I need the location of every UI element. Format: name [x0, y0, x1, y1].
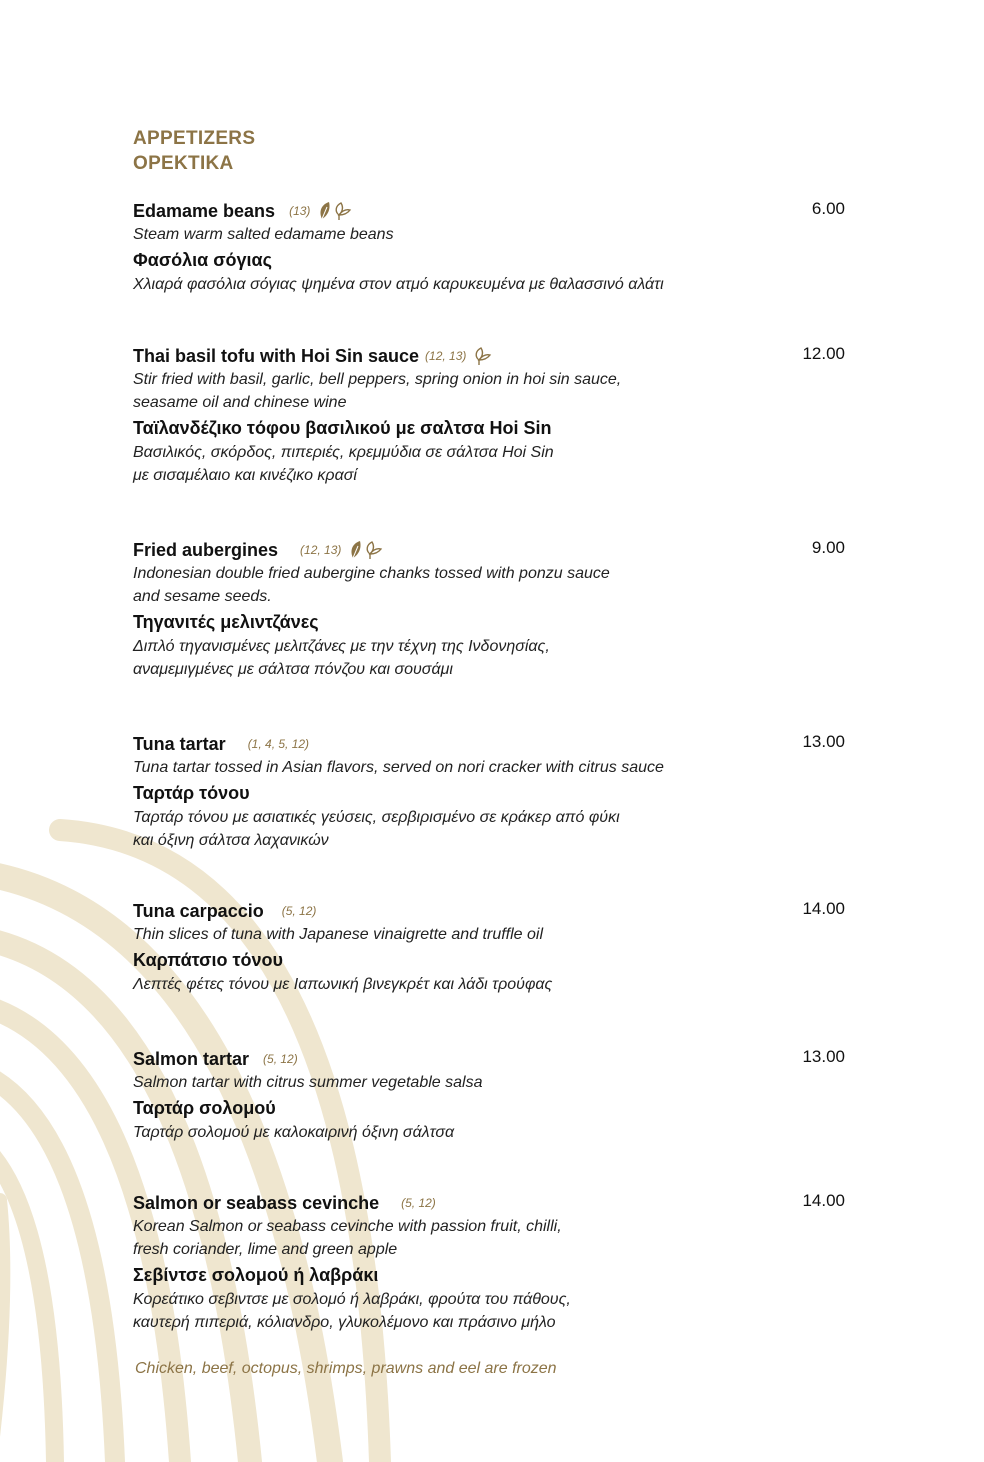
menu-item: [133, 1191, 845, 1334]
vegetarian-leaf-icon: [318, 201, 332, 221]
heading-english: APPETIZERS: [133, 128, 256, 149]
item-allergens: (5, 12): [401, 1196, 436, 1210]
item-allergens: (5, 12): [263, 1052, 298, 1066]
item-description-greek: Ταρτάρ σολομού με καλοκαιρινή όξινη σάλτσα: [133, 1124, 455, 1141]
item-allergens: (1, 4, 5, 12): [247, 737, 310, 751]
item-description-english: Steam warm salted edamame beans: [133, 226, 394, 243]
item-description-english: Thin slices of tuna with Japanese vinaigrette and truffle oil: [133, 926, 544, 943]
item-name-greek: Φασόλια σόγιας: [133, 250, 272, 270]
item-price: 14.00: [802, 1191, 845, 1210]
vegetarian-leaf-icon: [349, 540, 363, 560]
item-description-english: Stir fried with basil, garlic, bell peppers, spring onion in hoi sin sauce, seasame oil and chinese wine: [133, 371, 622, 411]
heading-greek: ΟΡΕΚΤΙΚΑ: [133, 153, 234, 174]
item-price: 6.00: [811, 199, 845, 218]
item-price: 12.00: [802, 344, 845, 363]
item-price: 9.00: [811, 538, 845, 557]
item-name-english: Tuna tartar: [133, 733, 226, 754]
item-allergens: (13): [289, 204, 311, 218]
menu-item: [133, 732, 845, 852]
item-name-english: Fried aubergines: [133, 539, 279, 560]
item-name-greek: Ταϊλανδέζικο τόφου βασιλικού με σαλτσα Hoi Sin: [133, 418, 552, 438]
item-description-english: Tuna tartar tossed in Asian flavors, served on nori cracker with citrus sauce: [133, 759, 664, 776]
item-description-english: Korean Salmon or seabass cevinche with passion fruit, chilli, fresh coriander, lime and green apple: [133, 1218, 562, 1258]
item-name-english: Edamame beans: [133, 200, 276, 221]
menu-item: [133, 538, 845, 681]
item-description-greek: Διπλό τηγανισμένες μελιτζάνες με την τέχνη της Ινδονησίας, αναμεμιγμένες με σάλτσα πόνζου και σουσάμι: [133, 638, 550, 678]
item-description-english: Indonesian double fried aubergine chanks tossed with ponzu sauce and sesame seeds.: [133, 565, 610, 605]
item-name-greek: Ταρτάρ σολομού: [133, 1098, 276, 1118]
item-name-greek: Τηγανιτές μελιντζάνες: [133, 612, 319, 632]
item-description-greek: Ταρτάρ τόνου με ασιατικές γεύσεις, σερβιρισμένο σε κράκερ από φύκι και όξινη σάλτσα λαχανικών: [133, 809, 620, 849]
item-allergens: (5, 12): [281, 904, 317, 918]
frozen-items-note: Chicken, beef, octopus, shrimps, prawns and eel are frozen: [135, 1360, 557, 1377]
item-name-english: Thai basil tofu with Hoi Sin sauce: [133, 345, 420, 366]
item-price: 13.00: [802, 1047, 845, 1066]
item-allergens: (12, 13): [300, 543, 342, 557]
item-price: 14.00: [802, 899, 845, 918]
menu-item: [133, 199, 845, 296]
item-name-greek: Ταρτάρ τόνου: [133, 783, 250, 803]
item-description-greek: Βασιλικός, σκόρδος, πιπεριές, κρεμμύδια σε σάλτσα Hoi Sin με σισαμέλαιο και κινέζικο κρασί: [133, 444, 554, 484]
item-name-english: Tuna carpaccio: [133, 900, 264, 921]
menu-item: [133, 899, 845, 996]
vegan-leaf-icon: [474, 346, 492, 366]
menu-item: [133, 344, 845, 487]
item-description-greek: Κορεάτικο σεβιντσε με σολομό ή λαβράκι, φρούτα του πάθους, καυτερή πιπεριά, κόλιανδρο, γλυκολέμονο και πράσινο μήλο: [133, 1291, 571, 1331]
item-name-greek: Σεβίντσε σολομού ή λαβράκι: [133, 1265, 379, 1285]
section-heading: [133, 126, 255, 176]
item-name-english: Salmon tartar: [133, 1048, 250, 1069]
item-name-english: Salmon or seabass cevinche: [133, 1192, 380, 1213]
item-price: 13.00: [802, 732, 845, 751]
vegan-leaf-icon: [334, 201, 352, 221]
item-description-greek: Λεπτές φέτες τόνου με Ιαπωνική βινεγκρέτ και λάδι τρούφας: [133, 976, 553, 993]
item-description-english: Salmon tartar with citrus summer vegetable salsa: [133, 1074, 483, 1091]
menu-item: [133, 1047, 845, 1144]
item-allergens: (12, 13): [425, 349, 467, 363]
item-description-greek: Χλιαρά φασόλια σόγιας ψημένα στον ατμό καρυκευμένα με θαλασσινό αλάτι: [133, 276, 664, 293]
item-name-greek: Καρπάτσιο τόνου: [133, 950, 283, 970]
vegan-leaf-icon: [365, 540, 383, 560]
